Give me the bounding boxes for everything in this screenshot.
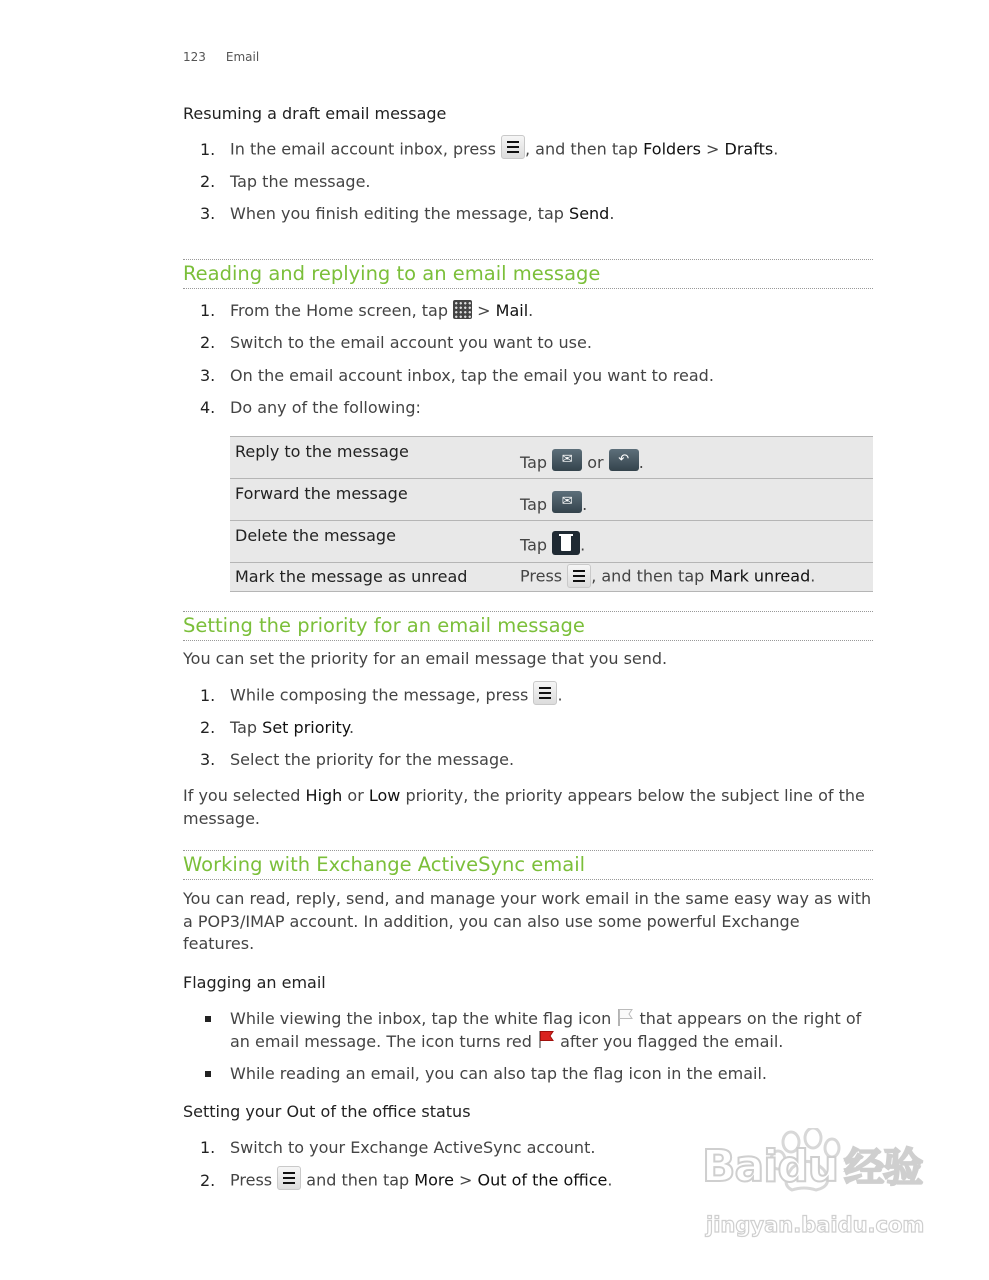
list-item: While viewing the inbox, tap the white flag icon that appears on the right of an email message. The icon turns red after you flagged the email. bbox=[205, 1008, 875, 1054]
baidu-watermark bbox=[700, 1128, 935, 1248]
list-item: 1. In the email account inbox, press , and then tap Folders > Drafts. bbox=[200, 138, 778, 162]
list-item: 1. Switch to your Exchange ActiveSync account. bbox=[200, 1138, 596, 1157]
subheading-out-of-office: Setting your Out of the office status bbox=[183, 1102, 471, 1121]
white-flag-icon bbox=[616, 1007, 634, 1027]
table-row bbox=[230, 563, 873, 592]
list-item: 4. Do any of the following: bbox=[200, 398, 421, 417]
actions-table bbox=[230, 436, 873, 592]
priority-intro: You can set the priority for an email message that you send. bbox=[183, 649, 668, 668]
action-instruction: Tap ✉ or ↶ . bbox=[515, 437, 873, 479]
menu-icon bbox=[533, 681, 557, 705]
action-instruction: Tap . bbox=[515, 521, 873, 563]
action-label: Forward the message bbox=[230, 479, 515, 521]
priority-note: If you selected High or Low priority, the priority appears below the subject line of the message. bbox=[183, 786, 865, 828]
subheading-flagging: Flagging an email bbox=[183, 973, 326, 992]
reply-icon: ✉ bbox=[552, 449, 582, 471]
section-heading-exchange: Working with Exchange ActiveSync email bbox=[183, 850, 873, 880]
exchange-intro: You can read, reply, send, and manage your work email in the same easy way as with a POP3/IMAP account. In addition, you can also use some powerful Exchange features. bbox=[183, 889, 872, 953]
list-item: 3. Select the priority for the message. bbox=[200, 750, 515, 769]
table-row bbox=[230, 521, 873, 563]
section-heading-priority: Setting the priority for an email message bbox=[183, 611, 873, 641]
list-item: 3. When you finish editing the message, tap Send. bbox=[200, 204, 615, 223]
forward-icon: ✉ bbox=[552, 491, 582, 513]
list-item: While reading an email, you can also tap the flag icon in the email. bbox=[205, 1063, 875, 1087]
reply-all-icon: ↶ bbox=[609, 449, 639, 471]
watermark-brand: Baidu 经验 bbox=[702, 1141, 923, 1192]
action-label: Mark the message as unread bbox=[230, 563, 515, 592]
chapter-name: Email bbox=[225, 50, 260, 64]
subheading-resume-draft: Resuming a draft email message bbox=[183, 104, 447, 123]
list-item: 2. Tap Set priority. bbox=[200, 718, 355, 737]
menu-icon bbox=[501, 135, 525, 159]
menu-icon bbox=[567, 564, 591, 588]
list-item: 2. Tap the message. bbox=[200, 172, 371, 191]
all-apps-icon bbox=[453, 300, 472, 319]
table-row bbox=[230, 479, 873, 521]
list-item: 1. While composing the message, press . bbox=[200, 684, 563, 708]
watermark-url: jingyan.baidu.com bbox=[706, 1213, 925, 1237]
menu-icon bbox=[277, 1166, 301, 1190]
red-flag-icon bbox=[537, 1029, 555, 1049]
list-item: 2. Press and then tap More > Out of the office. bbox=[200, 1169, 612, 1193]
action-label: Reply to the message bbox=[230, 437, 515, 479]
page-header bbox=[183, 46, 279, 68]
action-label: Delete the message bbox=[230, 521, 515, 563]
table-row bbox=[230, 437, 873, 479]
action-instruction: Press , and then tap Mark unread. bbox=[515, 563, 873, 592]
section-heading-reading: Reading and replying to an email message bbox=[183, 259, 873, 289]
action-instruction: Tap ✉ . bbox=[515, 479, 873, 521]
page-number: 123 bbox=[183, 50, 206, 64]
trash-icon bbox=[552, 531, 580, 555]
list-item: 1. From the Home screen, tap > Mail. bbox=[200, 301, 534, 320]
list-item: 2. Switch to the email account you want to use. bbox=[200, 333, 592, 352]
list-item: 3. On the email account inbox, tap the email you want to read. bbox=[200, 366, 714, 385]
